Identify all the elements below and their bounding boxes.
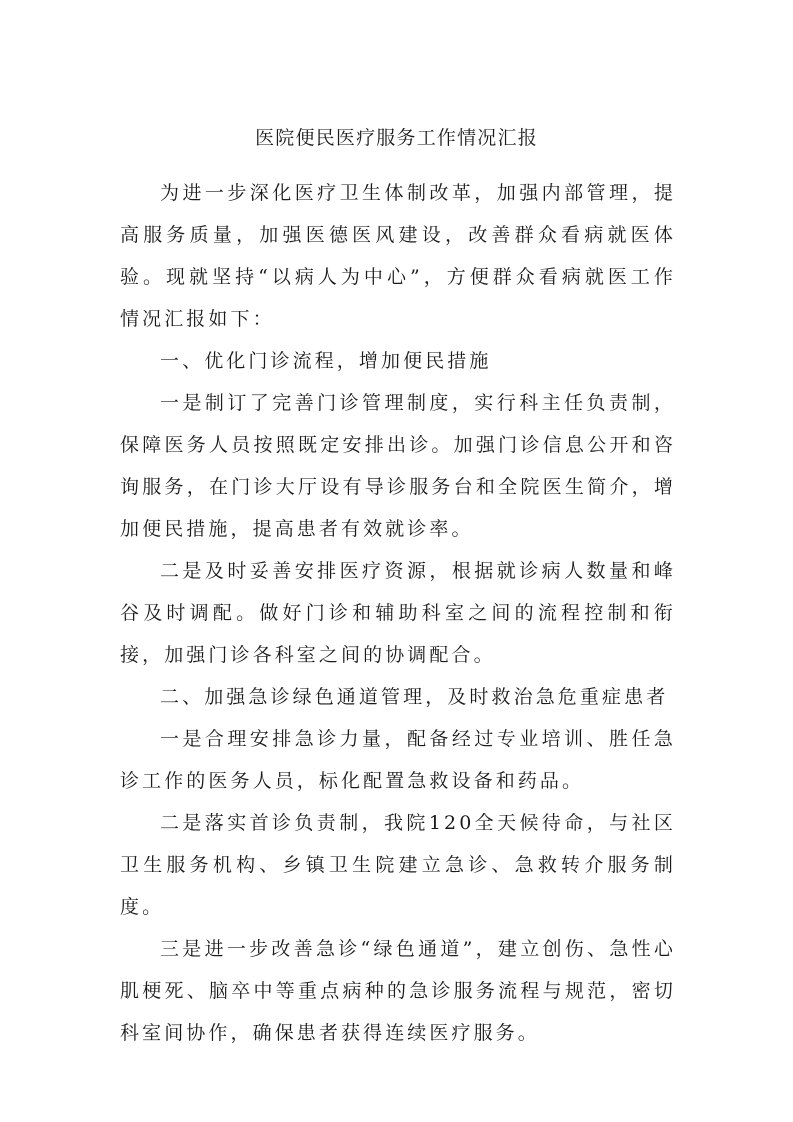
document-body bbox=[120, 172, 676, 1054]
section-2-item-3: 三是进一步改善急诊“绿色通道”，建立创伤、急性心肌梗死、脑卒中等重点病种的急诊服务流程与规范，密切科室间协作，确保患者获得连续医疗服务。 bbox=[120, 938, 676, 1044]
section-2-item-2: 二是落实首诊负责制，我院120全天候待命，与社区卫生服务机构、乡镇卫生院建立急诊、急救转介服务制度。 bbox=[120, 812, 676, 918]
section-1-item-1: 一是制订了完善门诊管理制度，实行科主任负责制，保障医务人员按照既定安排出诊。加强门诊信息公开和咨询服务，在门诊大厅设有导诊服务台和全院医生简介，增加便民措施，提高患者有效就诊率。 bbox=[120, 392, 676, 540]
intro-paragraph: 为进一步深化医疗卫生体制改革，加强内部管理，提高服务质量，加强医德医风建设，改善群众看病就医体验。现就坚持“以病人为中心”，方便群众看病就医工作情况汇报如下： bbox=[120, 182, 676, 330]
section-1-item-2: 二是及时妥善安排医疗资源，根据就诊病人数量和峰谷及时调配。做好门诊和辅助科室之间的流程控制和衔接，加强门诊各科室之间的协调配合。 bbox=[120, 560, 676, 666]
section-heading-2: 二、加强急诊绿色通道管理，及时救治急危重症患者 bbox=[160, 686, 669, 708]
document-title: 医院便民医疗服务工作情况汇报 bbox=[255, 127, 538, 149]
section-2-item-1: 一是合理安排急诊力量，配备经过专业培训、胜任急诊工作的医务人员，标化配置急救设备和药品。 bbox=[120, 728, 676, 792]
section-heading-1: 一、优化门诊流程，增加便民措施 bbox=[160, 350, 492, 372]
